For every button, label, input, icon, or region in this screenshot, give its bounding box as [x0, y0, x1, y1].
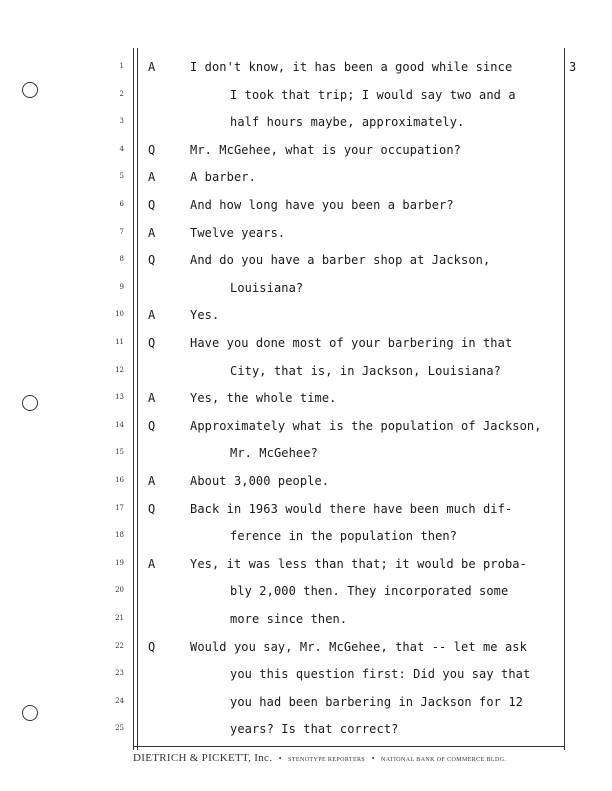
line-number: 20: [115, 586, 124, 595]
line-number: 23: [115, 669, 124, 678]
speaker-label: A: [148, 556, 156, 571]
speaker-label: Q: [148, 142, 156, 157]
testimony-line: About 3,000 people.: [190, 474, 330, 488]
testimony-line: Back in 1963 would there have been much dif-: [190, 501, 513, 516]
line-number: 11: [115, 338, 124, 346]
testimony-line: I took that trip; I would say two and a: [230, 87, 516, 102]
left-margin-rule-inner: [137, 48, 138, 750]
testimony-line: ference in the population then?: [230, 529, 458, 544]
speaker-label: A: [148, 60, 156, 74]
line-number: 13: [115, 393, 124, 402]
testimony-line: half hours maybe, approximately.: [230, 115, 465, 130]
line-number: 25: [115, 724, 124, 733]
testimony-line: And how long have you been a barber?: [190, 198, 454, 212]
testimony-line: City, that is, in Jackson, Louisiana?: [230, 363, 502, 378]
testimony-line: years? Is that correct?: [230, 722, 399, 737]
line-number: 16: [115, 476, 124, 484]
testimony-line: you this question first: Did you say that: [230, 667, 531, 682]
testimony-line: Yes, the whole time.: [190, 391, 337, 406]
line-number: 7: [119, 227, 124, 236]
binder-hole-middle: [22, 395, 38, 411]
line-number: 10: [115, 310, 124, 319]
testimony-line: Would you say, Mr. McGehee, that -- let me ask: [190, 639, 527, 654]
speaker-label: Q: [148, 501, 156, 516]
speaker-label: Q: [148, 639, 156, 654]
speaker-label: A: [148, 225, 156, 240]
footer-separator: •: [278, 754, 282, 763]
line-number: 4: [119, 144, 124, 153]
line-number: 19: [115, 558, 124, 567]
speaker-label: A: [148, 391, 156, 406]
testimony-line: Yes, it was less than that; it would be proba-: [190, 556, 527, 571]
line-number: 2: [119, 89, 124, 98]
speaker-label: Q: [148, 336, 156, 350]
line-number: 21: [115, 614, 124, 622]
testimony-line: Mr. McGehee, what is your occupation?: [190, 142, 462, 157]
line-number: 17: [115, 503, 124, 512]
page-number: 3: [569, 60, 577, 74]
bottom-rule: [133, 746, 565, 747]
testimony-line: Approximately what is the population of Jackson,: [190, 418, 542, 433]
right-margin-rule: [564, 48, 565, 750]
testimony-line: Louisiana?: [230, 280, 304, 295]
testimony-line: bly 2,000 then. They incorporated some: [230, 584, 509, 599]
testimony-line: Twelve years.: [190, 225, 286, 240]
speaker-label: Q: [148, 418, 156, 433]
line-number: 1: [119, 62, 124, 70]
line-number: 22: [115, 641, 124, 650]
testimony-line: you had been barbering in Jackson for 12: [230, 694, 523, 709]
speaker-label: A: [148, 308, 156, 323]
line-number: 18: [115, 531, 124, 540]
line-number: 12: [115, 365, 124, 374]
binder-hole-top: [22, 82, 38, 98]
speaker-label: Q: [148, 198, 156, 212]
footer-separator: •: [371, 754, 375, 763]
line-number: 15: [115, 448, 124, 457]
line-number: 14: [115, 420, 124, 429]
line-number: 5: [119, 172, 124, 181]
testimony-line: And do you have a barber shop at Jackson,: [190, 253, 491, 268]
speaker-label: A: [148, 170, 156, 185]
speaker-label: Q: [148, 253, 156, 268]
line-number: 24: [115, 696, 124, 705]
footer-firm: DIETRICH & PICKETT, Inc.: [133, 752, 273, 764]
footer-service: STENOTYPE REPORTERS: [288, 757, 366, 763]
testimony-line: Yes.: [190, 308, 220, 323]
testimony-line: Mr. McGehee?: [230, 446, 318, 461]
line-number: 6: [119, 200, 124, 208]
left-margin-rule: [133, 48, 134, 750]
testimony-line: more since then.: [230, 612, 348, 626]
testimony-line: A barber.: [190, 170, 256, 185]
reporter-footer: [133, 752, 573, 764]
binder-hole-bottom: [22, 705, 38, 721]
line-number: 3: [119, 117, 124, 126]
testimony-line: I don't know, it has been a good while since: [190, 60, 513, 74]
speaker-label: A: [148, 474, 156, 488]
line-number: 9: [119, 282, 124, 291]
line-number: 8: [119, 255, 124, 264]
testimony-line: Have you done most of your barbering in that: [190, 336, 513, 350]
footer-address: NATIONAL BANK OF COMMERCE BLDG.: [381, 757, 507, 763]
